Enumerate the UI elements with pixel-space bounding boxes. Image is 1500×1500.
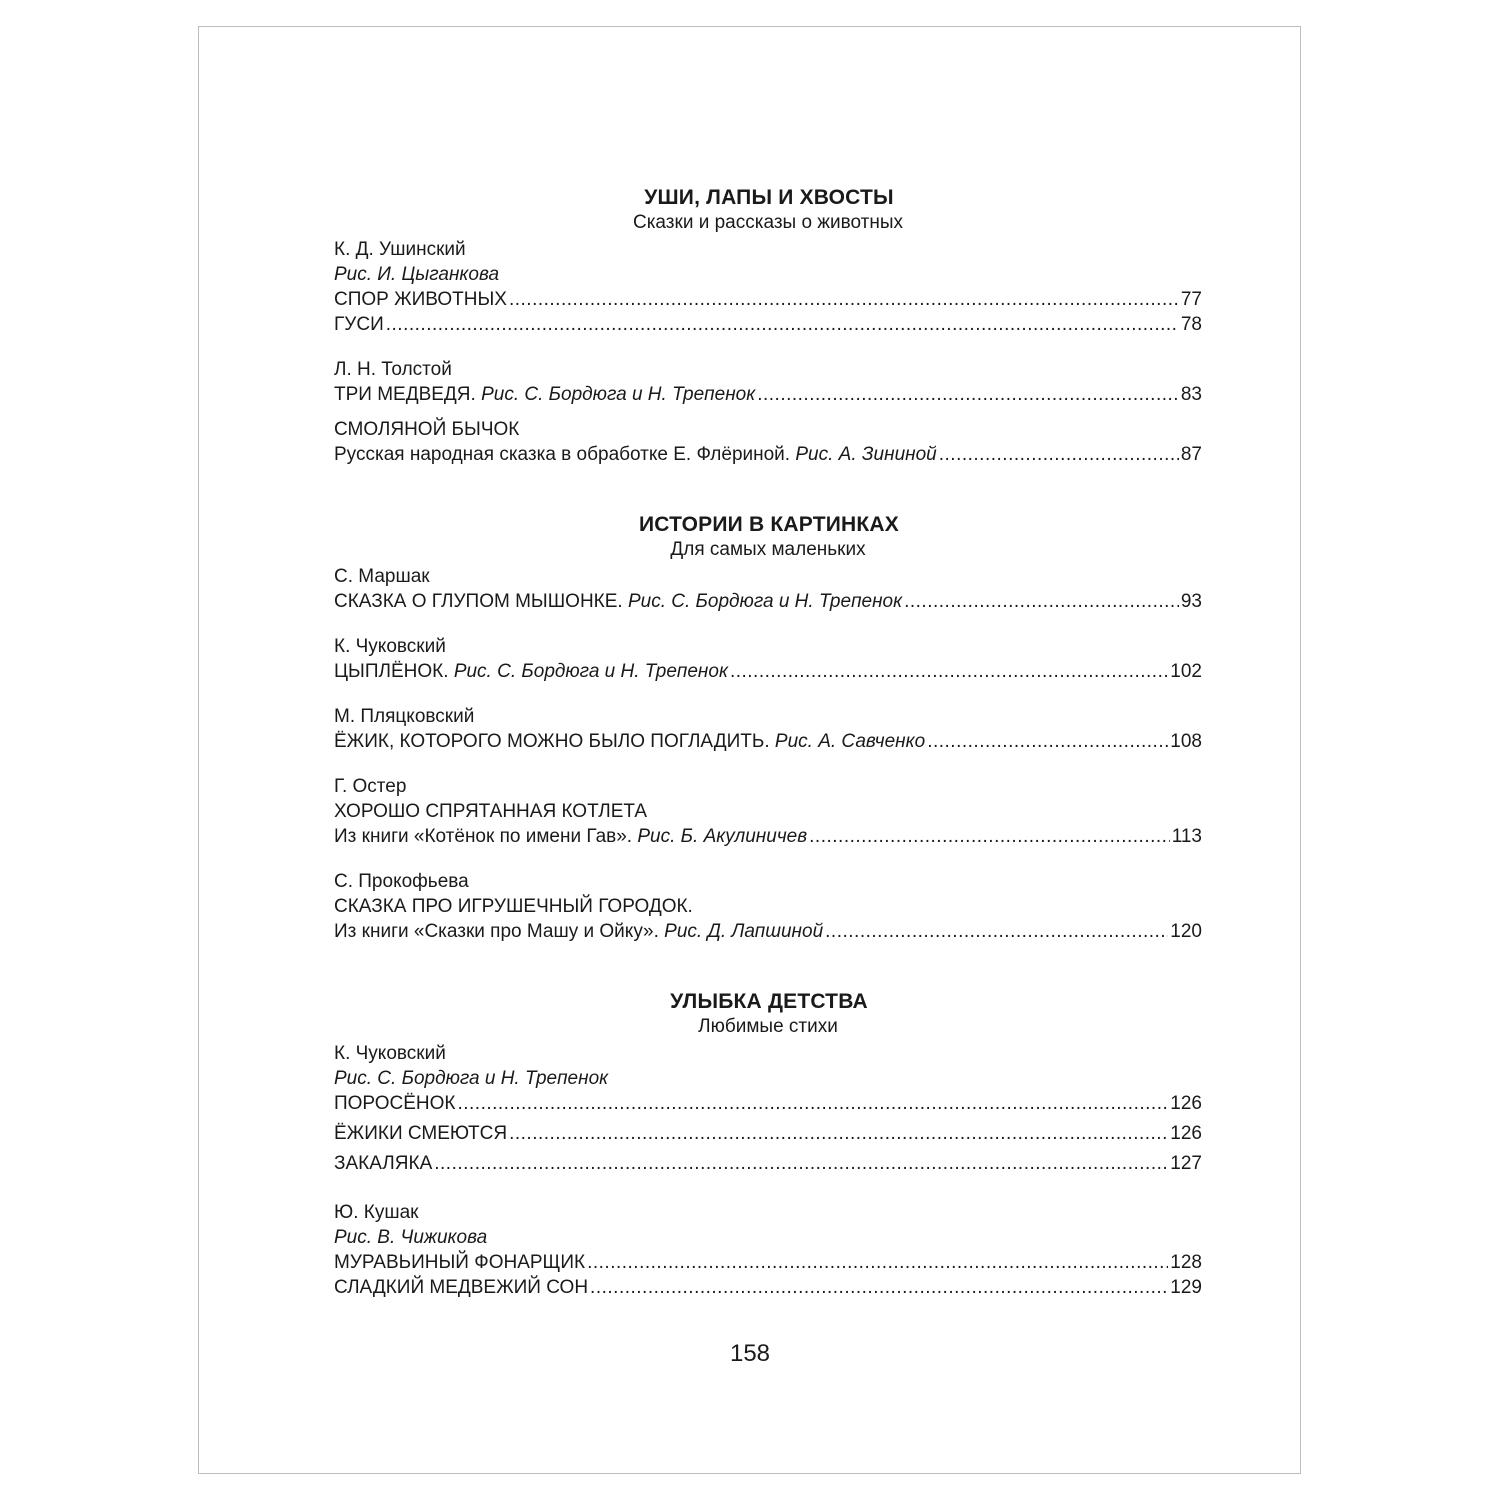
toc-section [334,185,1202,467]
dot-leader [939,442,1179,467]
dot-leader [386,312,1179,337]
entry-page: 102 [1170,661,1202,682]
illustrator: Рис. И. Цыганкова [334,264,500,285]
section-title: УШИ, ЛАПЫ И ХВОСТЫ [644,186,894,209]
entry-illustrator: Рис. С. Бордюга и Н. Трепенок [453,661,728,682]
dot-leader [927,729,1168,754]
entry-page: 120 [1170,921,1202,942]
dot-leader [730,659,1168,684]
author-name: Ю. Кушак [334,1202,419,1223]
author-name: Г. Остер [334,776,407,797]
toc-entry[interactable] [334,589,1202,614]
entry-title: Русская народная сказка в обработке Е. Флёриной. [334,444,791,465]
toc-entry[interactable] [334,1250,1202,1275]
entry-page: 87 [1180,444,1202,465]
entry-illustrator: Рис. С. Бордюга и Н. Трепенок [481,384,756,405]
entry-page: 126 [1170,1123,1202,1144]
author-name: Л. Н. Толстой [334,359,452,380]
author-name: К. Чуковский [334,636,446,657]
work-heading: СМОЛЯНОЙ БЫЧОК [334,419,520,440]
entry-title: ГУСИ [334,314,384,335]
toc-entry[interactable] [334,659,1202,684]
dot-leader [509,1121,1168,1146]
entry-title: ПОРОСЁНОК [334,1093,456,1114]
section-subtitle: Сказки и рассказы о животных [632,212,904,233]
entry-illustrator: Рис. Б. Акулиничев [637,826,808,847]
toc-entry[interactable] [334,824,1202,849]
table-of-contents [334,185,1202,1300]
entry-page: 83 [1180,384,1202,405]
dot-leader [587,1250,1168,1275]
dot-leader [904,589,1179,614]
section-title: УЛЫБКА ДЕТСТВА [670,990,868,1013]
toc-section [334,512,1202,944]
entry-title: СЛАДКИЙ МЕДВЕЖИЙ СОН [334,1277,589,1298]
toc-section [334,989,1202,1300]
section-subtitle: Для самых маленьких [670,539,866,560]
section-title: ИСТОРИИ В КАРТИНКАХ [639,513,899,536]
entry-title: Из книги «Сказки про Машу и Ойку». [334,921,659,942]
entry-title: ЁЖИК, КОТОРОГО МОЖНО БЫЛО ПОГЛАДИТЬ. [334,731,770,752]
entry-illustrator: Рис. А. Савченко [774,731,926,752]
entry-page: 108 [1170,731,1202,752]
page-number: 158 [729,1340,771,1367]
toc-entry[interactable] [334,1275,1202,1300]
entry-title: Из книги «Котёнок по имени Гав». [334,826,633,847]
author-name: С. Маршак [334,566,430,587]
entry-title: СПОР ЖИВОТНЫХ [334,289,507,310]
toc-entry[interactable] [334,729,1202,754]
entry-title: МУРАВЬИНЫЙ ФОНАРЩИК [334,1252,586,1273]
entry-page: 93 [1180,591,1202,612]
illustrator: Рис. С. Бордюга и Н. Трепенок [334,1068,609,1089]
dot-leader [457,1091,1168,1116]
author-name: К. Чуковский [334,1043,446,1064]
toc-entry[interactable] [334,382,1202,407]
entry-illustrator: Рис. С. Бордюга и Н. Трепенок [627,591,903,612]
entry-illustrator: Рис. А. Зининой [795,444,937,465]
work-heading: ХОРОШО СПРЯТАННАЯ КОТЛЕТА [334,801,648,822]
toc-entry[interactable] [334,1091,1202,1116]
toc-entry[interactable] [334,287,1202,312]
entry-page: 128 [1170,1252,1202,1273]
entry-title: ТРИ МЕДВЕДЯ. [334,384,476,405]
author-name: М. Пляцковский [334,706,475,727]
entry-page: 77 [1180,289,1202,310]
entry-page: 113 [1171,826,1202,847]
dot-leader [434,1151,1168,1176]
entry-page: 126 [1170,1093,1202,1114]
entry-page: 78 [1180,314,1202,335]
toc-entry[interactable] [334,312,1202,337]
author-name: С. Прокофьева [334,871,469,892]
entry-title: ЗАКАЛЯКА [334,1153,433,1174]
dot-leader [809,824,1170,849]
dot-leader [509,287,1179,312]
toc-entry[interactable] [334,1151,1202,1176]
illustrator: Рис. В. Чижикова [334,1227,488,1248]
entry-title: СКАЗКА О ГЛУПОМ МЫШОНКЕ. [334,591,623,612]
entry-title: ЁЖИКИ СМЕЮТСЯ [334,1123,508,1144]
author-name: К. Д. Ушинский [334,239,466,260]
dot-leader [757,382,1179,407]
toc-entry[interactable] [334,1121,1202,1146]
dot-leader [825,919,1168,944]
entry-page: 127 [1170,1153,1202,1174]
toc-entry[interactable] [334,442,1202,467]
section-subtitle: Любимые стихи [698,1016,838,1037]
entry-title: ЦЫПЛЁНОК. [334,661,449,682]
entry-page: 129 [1170,1277,1202,1298]
work-heading: СКАЗКА ПРО ИГРУШЕЧНЫЙ ГОРОДОК. [334,896,693,917]
toc-entry[interactable] [334,919,1202,944]
dot-leader [590,1275,1168,1300]
entry-illustrator: Рис. Д. Лапшиной [664,921,824,942]
